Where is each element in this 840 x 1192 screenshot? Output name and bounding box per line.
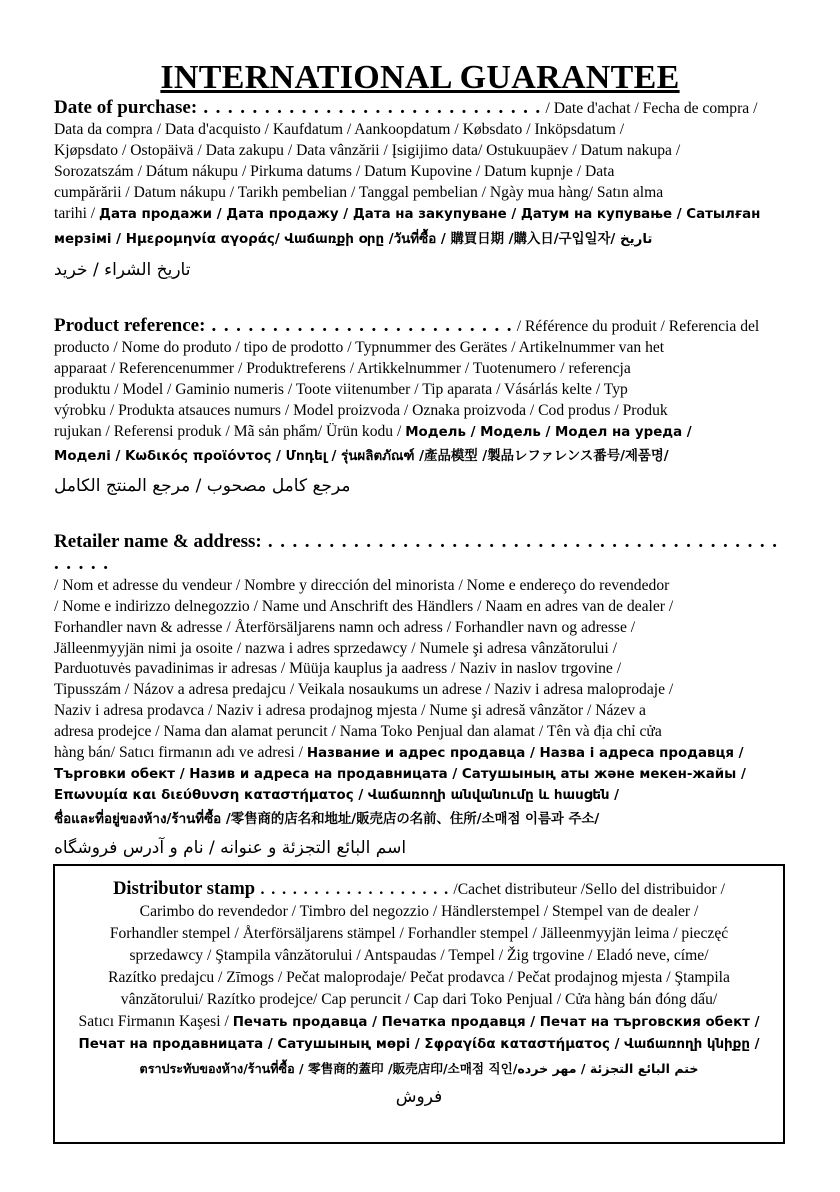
product-line: apparaat / Referencenummer / Produktreferens / Artikkelnummer / Tuotenumero / referencja — [54, 359, 631, 377]
purchase-section — [54, 98, 790, 285]
retailer-line: Parduotuvės pavadinimas ir adresas / Müüja kauplus ja aadress / Naziv in naslov trgovine / — [54, 660, 622, 678]
product-line-multilingual: Моделі / Κωδικός προϊόντος / Մոդել / รุ่นผลิตภัณฑ์ /產品模型 /製品レファレンス番号/제품명/ — [54, 449, 669, 465]
retailer-line-sans: Търговки обект / Назив и адреса на продавницата / Сатушының аты және мекен-жайы / — [54, 766, 746, 782]
purchase-line: Kjøpsdato / Ostopäivä / Data zakupu / Data vânzării / Įsigijimo data/ Ostukuupäev / Datum nakupa / — [54, 141, 681, 159]
stamp-text — [59, 878, 779, 1112]
purchase-line-arabic: تاريخ الشراء / خريد — [54, 260, 191, 281]
stamp-line: /Cachet distributeur /Sello del distribuidor / — [449, 881, 725, 898]
distributor-stamp-box[interactable] — [53, 864, 785, 1144]
retailer-dots: . . . . . . . . . . . . . . . . . . . . . . . . . . . . . . . . . . . . . . . . . . . . . . . — [54, 531, 779, 574]
product-line-arabic: مرجع كامل مصحوب / مرجع المنتج الكامل — [54, 476, 351, 497]
retailer-line-arabic: اسم البائع التجزئة و عنوانه / نام و آدرس فروشگاه — [54, 837, 407, 858]
retailer-line: Forhandler navn & adresse / Återförsäljarens namn och adress / Forhandler navn og adresse / — [54, 618, 636, 636]
product-line-mixed — [54, 422, 790, 444]
product-line-sans: Модель / Модель / Модел на уреда / — [405, 424, 692, 440]
stamp-line: Forhandler stempel / Återförsäljarens stämpel / Forhandler stempel / Jälleenmyyjän leima / pieczęć — [109, 925, 729, 942]
stamp-line-sans: ตราประทับของห้าง/ร้านที่ซื้อ / 零售商的蓋印 /販売店印/소매점 직인/ختم البائع التجزئة / مهر خرده — [139, 1061, 699, 1076]
product-dots: . . . . . . . . . . . . . . . . . . . . . . . . . — [205, 315, 513, 336]
purchase-heading: Date of purchase: — [54, 97, 198, 118]
stamp-line-mixed — [59, 1011, 779, 1034]
stamp-heading: Distributor stamp — [113, 879, 256, 899]
purchase-line: Sorozatszám / Dátum nákupu / Pirkuma datums / Datum Kupovine / Datum kupnje / Data — [54, 162, 615, 180]
page-title: INTERNATIONAL GUARANTEE — [160, 59, 680, 96]
stamp-line-arabic: فروش — [395, 1087, 443, 1107]
purchase-line: cumpărării / Datum nákupu / Tarikh pembelian / Tanggal pembelian / Ngày mua hàng/ Satın alma — [54, 183, 664, 201]
retailer-line: Naziv i adresa prodavca / Naziv i adresa prodajnog mjesta / Nume şi adresă vânzător / Název a — [54, 702, 646, 720]
purchase-line-mixed — [54, 204, 790, 226]
retailer-line: Jälleenmyyjän nimi ja osoite / nazwa i adres sprzedawcy / Numele şi adresa vânzătorului / — [54, 639, 617, 657]
product-line-serif: rujukan / Referensi produk / Mã sản phẩm/ Ürün kodu / — [54, 422, 406, 440]
stamp-line: vânzătorului/ Razítko prodejce/ Cap peruncit / Cap dari Toko Penjual / Cửa hàng bán đóng dấu/ — [120, 991, 718, 1008]
stamp-line-sans: Печать продавца / Печатка продавця / Печат на търговския обект / — [232, 1015, 760, 1030]
product-line: produktu / Model / Gaminio numeris / Toote viitenumber / Tip aparata / Vásárlás kelte / Typ — [54, 380, 628, 398]
product-heading: Product reference: — [54, 315, 206, 336]
purchase-line-serif: tarihi / — [54, 204, 100, 222]
product-line: / Référence du produit / Referencia del — [512, 318, 760, 335]
purchase-line: / Date d'achat / Fecha de compra / — [541, 100, 758, 117]
purchase-line-sans: Дата продажи / Дата продажу / Дата на закупуване / Датум на купување / Сатылған — [99, 206, 761, 222]
retailer-section — [54, 532, 790, 863]
stamp-line-sans: Печат на продавницата / Сатушының мөрі / Σφραγίδα καταστήματος / Վաճառողի կնիքը / — [78, 1037, 760, 1052]
stamp-dots: . . . . . . . . . . . . . . . . . . — [255, 881, 450, 898]
retailer-line: Tipusszám / Názov a adresa predajcu / Veikala nosaukums un adrese / Naziv i adresa maloprodaje / — [54, 681, 674, 699]
product-line: výrobku / Produkta atsauces numurs / Model proizvoda / Oznaka proizvoda / Cod produs / Produk — [54, 401, 668, 419]
product-first-line — [54, 316, 790, 338]
stamp-first-line — [59, 878, 779, 901]
retailer-first-line — [54, 532, 790, 576]
retailer-line: / Nom et adresse du vendeur / Nombre y dirección del minorista / Nome e endereço do revendedor — [54, 576, 670, 594]
retailer-line-mixed — [54, 743, 790, 765]
stamp-line: Carimbo do revendedor / Timbro del negozzio / Händlerstempel / Stempel van de dealer / — [139, 903, 699, 920]
retailer-line-serif: hàng bán/ Satıcı firmanın adı ve adresi / — [54, 744, 307, 762]
purchase-first-line — [54, 98, 790, 120]
retailer-line: adresa prodejce / Nama dan alamat peruncit / Nama Toko Penjual dan alamat / Tên và địa chỉ cửa — [54, 723, 662, 741]
purchase-line-multilingual: мерзімі / Ημερομηνία αγοράς/ Վաճառքի օրը /วันที่ซื้อ / 購買日期 /購入日/구입일자/ تاريخ — [54, 232, 653, 248]
product-section — [54, 316, 790, 501]
retailer-line-sans: Επωνυμία και διεύθυνση καταστήματος / Վաճառողի անվանումը և հասցեն / — [54, 787, 620, 803]
purchase-line: Data da compra / Data d'acquisto / Kaufdatum / Aankoopdatum / Købsdato / Inköpsdatum / — [54, 120, 625, 138]
stamp-line-serif: Satıcı Firmanın Kaşesi / — [78, 1013, 233, 1030]
retailer-heading: Retailer name & address: — [54, 531, 262, 552]
retailer-line: / Nome e indirizzo delnegozzio / Name und Anschrift des Händlers / Naam en adres van de dealer / — [54, 597, 674, 615]
stamp-line: sprzedawcy / Ştampila vânzătorului / Antspaudas / Tempel / Žig trgovine / Eladó neve, címe/ — [129, 947, 709, 964]
stamp-line: Razítko predajcu / Zīmogs / Pečat maloprodaje/ Pečat prodavca / Pečat prodajnog mjesta / Ştampila — [108, 969, 730, 986]
retailer-line-sans: ชื่อและที่อยู่ของห้าง/ร้านที่ซื้อ /零售商的店名和地址/販売店の名前、住所/소매점 이름과 주소/ — [54, 811, 600, 827]
purchase-dots: . . . . . . . . . . . . . . . . . . . . . . . . . . . . — [197, 97, 542, 118]
retailer-line-sans: Название и адрес продавца / Назва і адреса продавця / — [306, 746, 744, 762]
product-line: producto / Nome do produto / tipo de prodotto / Typnummer des Gerätes / Artikelnummer van het — [54, 338, 665, 356]
